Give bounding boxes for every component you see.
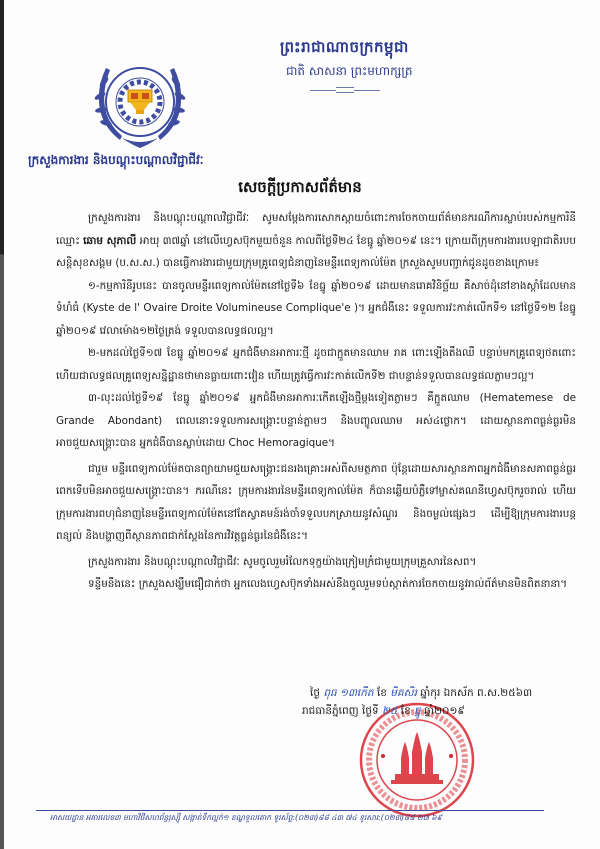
kingdom-title: ព្រះរាជាណាចក្រកម្ពុជា <box>280 38 409 56</box>
lunar-day-handwritten: ពុធ ១៣កើត <box>323 687 374 699</box>
year: ឆ្នាំ២០១៩ <box>424 705 465 717</box>
day-handwritten: ២៥ <box>382 705 398 717</box>
gregorian-date-line <box>292 702 592 720</box>
footer-address: អាសយដ្ឋាន អគារលេខ៣ មហាវិថីសហព័ន្ធរុស្ស៊ី សង្កាត់ទឹកល្អក់១ ខណ្ឌទួលគោក ទូរស័ព្ទ:(០២៣)៨៨ ៤៣ ៧៤ ទូរសារ:(០២៣)៨៨ ២៧ ៦៩ <box>50 813 442 822</box>
point-2-paragraph: ២-មកដល់ថ្ងៃទី១៧ ខែធ្នូ ឆ្នាំ២០១៩ អ្នកជំងឺមានអាការៈថ្មី ដូចជាក្អួតមានឈាម រាគ ពោះឡើងតឹងឈឺ បន្ទាប់មកគ្រូពេទ្យថតពោះ ហើយជាលទ្ធផលគ្រូពេទ្យសន្និដ្ឋានថាមានធ្លាយពោះវៀន ហើយត្រូវធ្វើការវះកាត់លើកទី២ ជាបន្ទាន់ទទួលបានលទ្ធផលភ្លាមៗល្អ។ <box>56 347 576 382</box>
intro-text-cont: អាយុ ៣៧ឆ្នាំ នៅលើហ្វេសប៊ុកមួយចំនួន កាលពីថ្ងៃទី២៤ ខែធ្នូ ឆ្នាំ២០១៩ នេះ។ ក្រោយពីក្រុមការងារបេឡាជាតិរបបសន្តិសុខសង្គម (ប.ស.ស.) បានធ្វើការងារជាមួយក្រុមគ្រូពេទ្យជំនាញនៃមន្ទីរពេទ្យកាល់ម៉ែត ក្រសួងសូមបញ្ជាក់ជូនដូចខាងក្រោម៖ <box>56 234 576 269</box>
ministry-emblem-icon <box>86 48 194 156</box>
intro-text: ក្រសួងការងារ និងបណ្តុះបណ្តាលវិជ្ជាជីវៈ សូមសម្តែងការសោកស្តាយចំពោះការចែកចាយព័ត៌មានករណីការស្លាប់របស់កម្មការិនីឈ្មោះ <box>56 212 576 247</box>
date-block <box>292 684 592 720</box>
lunar-month-handwritten: មិគសិរ <box>390 687 417 699</box>
intro-paragraph <box>56 207 576 275</box>
document-title: សេចក្តីប្រកាសព័ត៌មាន <box>238 178 362 196</box>
ministry-logo <box>86 48 194 156</box>
lunar-month-label: ខែ <box>376 687 387 699</box>
lunar-date-line <box>292 684 592 702</box>
kingdom-header <box>280 38 480 93</box>
lunar-day-label: ថ្ងៃ <box>310 687 320 699</box>
footer-divider <box>36 810 544 811</box>
lunar-year: ឆ្នាំកុរ ឯកស័ក ព.ស.២៥៦៣ <box>420 687 533 699</box>
month-label: ខែ <box>400 705 411 717</box>
summary-paragraph: ជារួម មន្ទីរពេទ្យកាល់ម៉ែតបានព្យាយាមជួយសង្គ្រោះជនរងគ្រោះអស់ពីសមត្ថភាព ប៉ុន្តែដោយសារស្ថានភាពអ្នកជំងឺមានសភាពធ្ងន់ធ្ងរពេកទើបមិនអាចជួយសង្គ្រោះបាន។ ករណីនេះ ក្រុមការងារនៃមន្ទីរពេទ្យកាល់ម៉ែត ក៏បានឆ្លើយបំភ្លឺទៅម្ចាស់គណនីហ្វេសប៊ុករួចរាល់ ហើយក្រុមការងារពហុជំនាញនៃមន្ទីរពេទ្យកាល់ម៉ែតនៅតែស្វាគមន៍រង់ចាំទទួលបកស្រាយនូវសំណួរ និងចម្ងល់ផ្សេងៗ ដើម្បីឱ្យក្រុមការងារបន្តពន្យល់ និងបង្ហាញពីស្ថានភាពជាក់ស្តែងនៃការវិវត្តធ្ងន់ធ្ងរនៃជំងឺនេះ។ <box>56 462 576 542</box>
month-handwritten: ធ្នូ <box>414 705 421 717</box>
appeal-paragraph: ទន្ទឹមនឹងនេះ ក្រសួងសង្ឃឹមជឿជាក់ថា អ្នកលេងហ្វេសប៊ុកទាំងអស់នឹងចូលរួមទប់ស្កាត់ការចែកចាយនូវរាល់ព័ត៌មានមិនពិតនានា។ <box>88 578 568 590</box>
national-motto: ជាតិ សាសនា ព្រះមហាក្សត្រ <box>286 64 413 78</box>
scan-edge-strip <box>0 0 4 849</box>
point-3-paragraph: ៣-លុះដល់ថ្ងៃទី១៩ ខែធ្នូ ឆ្នាំ២០១៩ អ្នកជំងឺមានអាការៈកើតឡើងថ្មីម្តងទៀតភ្លាមៗ គឺក្អួតឈាម (Hematemese de Grande Abondant) ពេលនោះទទួលការសង្គ្រោះបន្ទាន់ភ្លាមៗ និងបញ្ចូលឈាម អស់៤ថ្លោក។ ដោយស្ថានភាពធ្ងន់ធ្ងរមិនអាចជួយសង្គ្រោះបាន អ្នកជំងឺបានស្លាប់ដោយ Choc Hemoragique។ <box>56 392 576 449</box>
condolence-paragraph: ក្រសួងការងារ និងបណ្តុះបណ្តាលវិជ្ជាជីវៈ សូមចូលរួមរំលែកទុក្ខយ៉ាងក្រៀមក្រំជាមួយក្រុមគ្រួសារនៃសព។ <box>88 555 477 568</box>
point-1-paragraph: ១-កម្មការិនីរូបនេះ បានចូលមន្ទីរពេទ្យកាល់ម៉ែតនៅថ្ងៃទី៦ ខែធ្នូ ឆ្នាំ២០១៩ ដោយមានរោគវិនិច្ឆ័យ គឺសាច់ដុំនៅខាងស្តាំដែលមានទំហំធំ (Kyste de l' Ovaire Droite Volumineuse Complique'e )។ អ្នកជំងឺនេះ ទទួលការវះកាត់លើកទី១ នៅថ្ងៃទី១២ ខែធ្នូ ឆ្នាំ២០១៩ វេលាម៉ោង១២ថ្ងៃត្រង់ ទទួលបានលទ្ធផលល្អ។ <box>56 279 576 337</box>
ministry-name: ក្រសួងការងារ និងបណ្តុះបណ្តាលវិជ្ជាជីវៈ <box>28 153 204 167</box>
document-body <box>56 207 576 596</box>
header-ornament-divider <box>310 87 380 93</box>
city-day-label: រាជធានីភ្នំពេញ ថ្ងៃទី <box>302 705 379 717</box>
deceased-name: ឆោម សុភាលី <box>83 234 137 247</box>
